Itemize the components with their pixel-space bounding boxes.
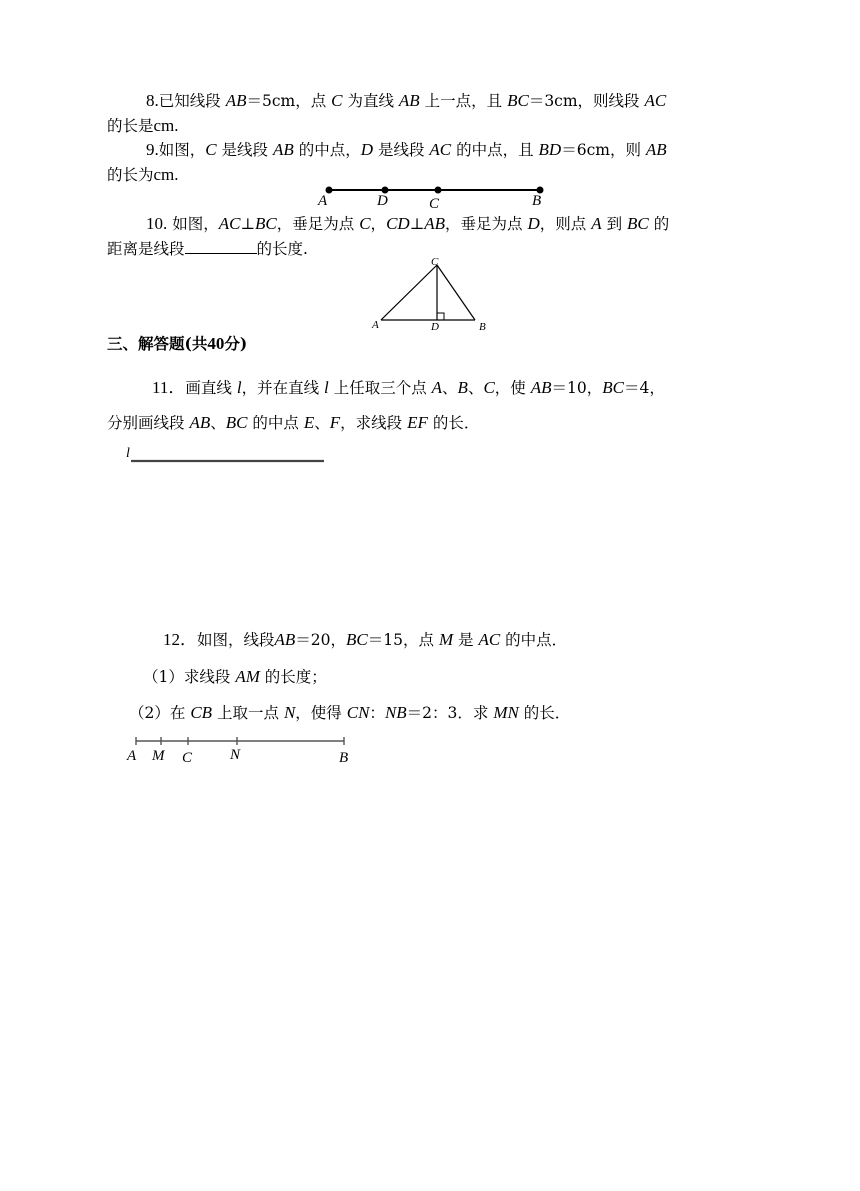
q11-number: 11． <box>152 378 186 397</box>
q8-line2: 的长是cm. <box>107 116 179 135</box>
q12-label-c: C <box>182 750 193 766</box>
q12-label-m: M <box>152 748 165 764</box>
q8-line1: 8.已知线段 AB＝5cm，点 C 为直线 AB 上一点，且 BC＝3cm，则线段 AC <box>146 91 667 110</box>
q10-line2: 距离是线段 的长度. <box>107 240 308 258</box>
q9-label-b: B <box>532 193 542 209</box>
q10-label-a: A <box>372 319 379 331</box>
q12-part2: （2）在 CB 上取一点 N，使得 CN：NB＝2：3．求 MN 的长． <box>129 703 571 722</box>
q11-line1: 11．画直线 l，并在直线 l 上任取三个点 A、B、C，使 AB＝10，BC＝4， <box>152 378 665 397</box>
q10-label-c: C <box>431 256 439 268</box>
q9-segment-figure <box>315 182 555 212</box>
q9-label-a: A <box>318 193 328 209</box>
q8-number: 8. <box>146 91 159 110</box>
q12-number: 12． <box>163 630 197 649</box>
q12-segment-figure <box>124 734 359 768</box>
q9-label-c: C <box>429 196 440 212</box>
q10-number: 10. <box>146 214 168 233</box>
q10-label-d: D <box>431 321 439 333</box>
q11-line2: 分别画线段 AB、BC 的中点 E、F，求线段 EF 的长． <box>107 413 480 432</box>
q12-label-a: A <box>127 748 137 764</box>
q10-answer-blank[interactable] <box>185 239 257 254</box>
q10-line1: 10. 如图，AC⊥BC，垂足为点 C，CD⊥AB，垂足为点 D，则点 A 到 BC 的 <box>146 214 670 233</box>
q12-part1: （1）求线段 AM 的长度； <box>143 667 327 686</box>
q10-triangle-figure <box>365 255 500 335</box>
q10-label-b: B <box>479 321 486 333</box>
q12-line1: 12．如图，线段AB＝20，BC＝15，点 M 是 AC 的中点． <box>163 630 568 649</box>
section-heading: 三、解答题(共40分) <box>107 334 248 353</box>
q9-line1: 9.如图，C 是线段 AB 的中点，D 是线段 AC 的中点，且 BD＝6cm，则 AB <box>146 140 667 159</box>
q9-point-c <box>435 187 442 194</box>
q11-label-l: l <box>126 446 130 461</box>
q12-label-b: B <box>339 750 349 766</box>
q9-line2: 的长为cm. <box>107 165 179 184</box>
q9-number: 9. <box>146 140 159 159</box>
q12-label-n: N <box>230 747 241 763</box>
q11-line-figure <box>124 444 329 466</box>
q9-label-d: D <box>377 193 388 209</box>
